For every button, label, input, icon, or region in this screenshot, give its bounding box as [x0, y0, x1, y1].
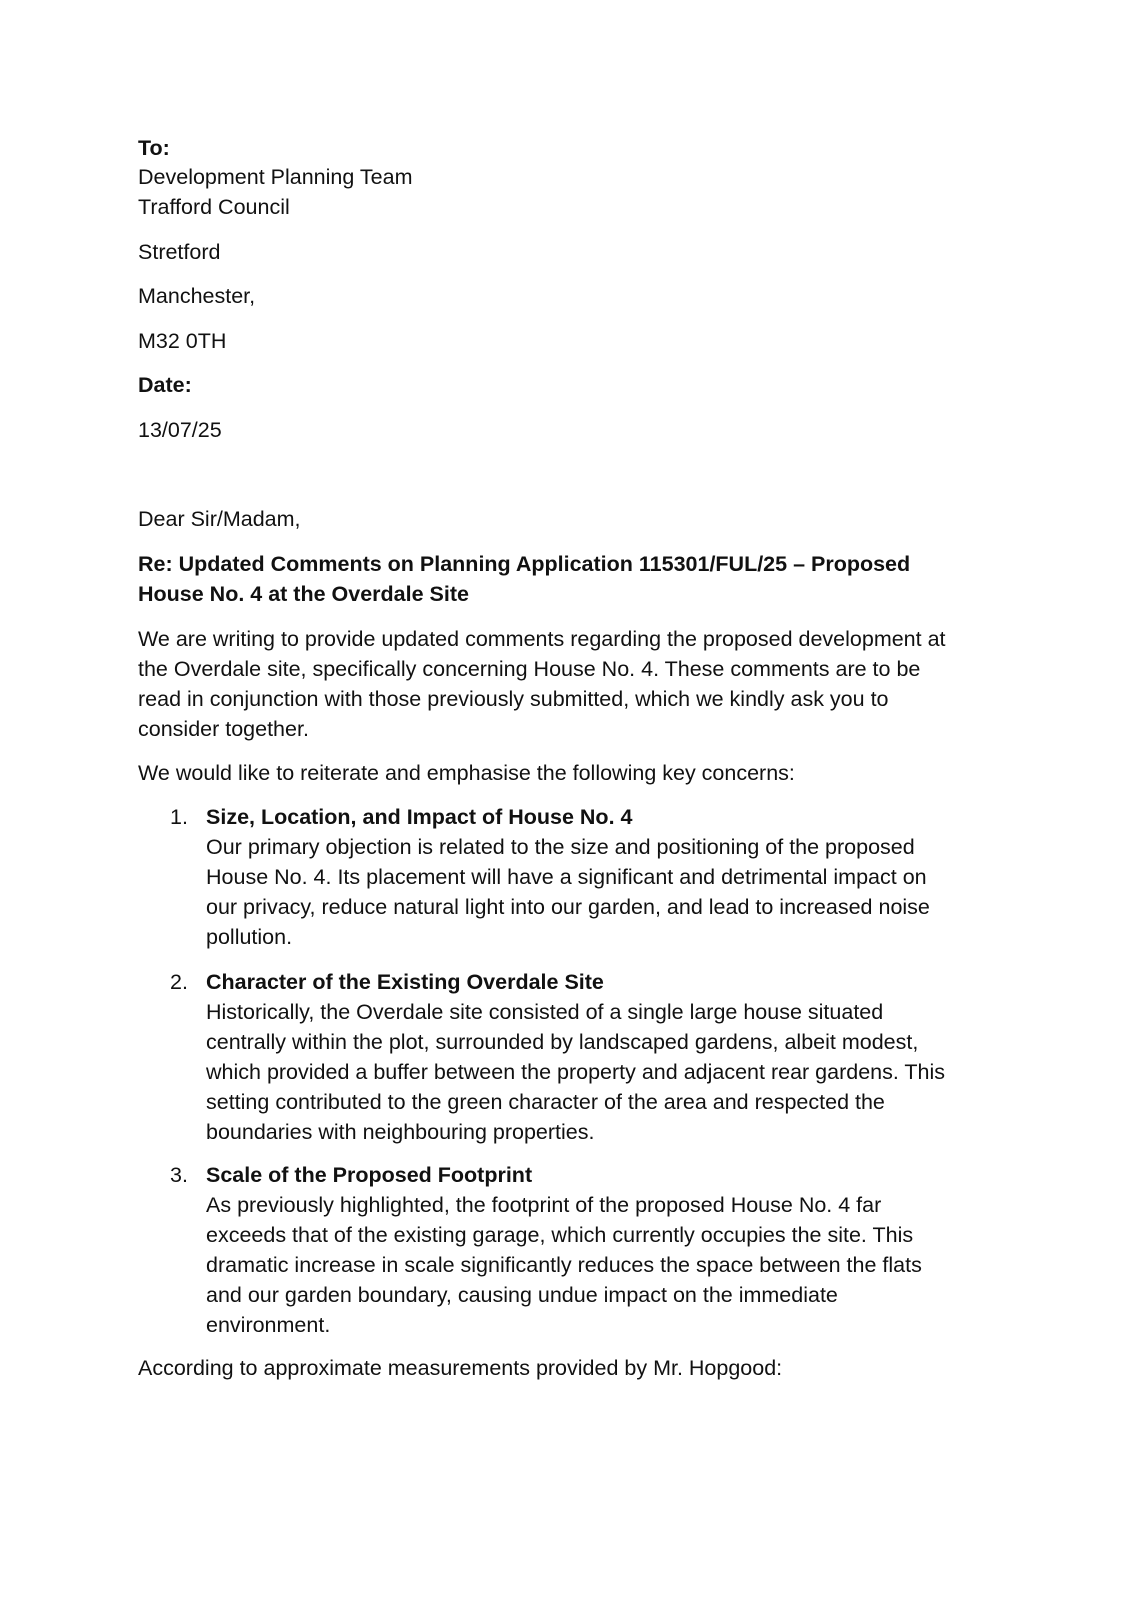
- recipient-line: Manchester,: [138, 284, 256, 308]
- list-number: 3.: [170, 1163, 188, 1187]
- list-item-line: and our garden boundary, causing undue impact on the immediate: [206, 1283, 838, 1307]
- recipient-postcode: M32 0TH: [138, 329, 227, 353]
- list-item-line: our privacy, reduce natural light into our garden, and lead to increased noise: [206, 895, 930, 919]
- lead-in: We would like to reiterate and emphasise the following key concerns:: [138, 761, 795, 785]
- subject-line: Re: Updated Comments on Planning Application 115301/FUL/25 – Proposed: [138, 552, 911, 576]
- list-item: [206, 1160, 1006, 1340]
- recipient-line: Trafford Council: [138, 195, 290, 219]
- list-item-line: which provided a buffer between the property and adjacent rear gardens. This: [206, 1060, 946, 1084]
- closing-line: According to approximate measurements provided by Mr. Hopgood:: [138, 1356, 783, 1380]
- list-number: 2.: [170, 970, 188, 994]
- list-item: [206, 967, 1006, 1147]
- list-item-line: setting contributed to the green character of the area and respected the: [206, 1090, 885, 1114]
- list-item-line: pollution.: [206, 925, 293, 949]
- list-item-line: environment.: [206, 1313, 331, 1337]
- intro-line: consider together.: [138, 717, 309, 741]
- list-item-line: Historically, the Overdale site consisted of a single large house situated: [206, 1000, 884, 1024]
- intro-line: the Overdale site, specifically concerning House No. 4. These comments are to be: [138, 657, 921, 681]
- intro-line: read in conjunction with those previously submitted, which we kindly ask you to: [138, 687, 889, 711]
- list-item-line: As previously highlighted, the footprint of the proposed House No. 4 far: [206, 1193, 882, 1217]
- list-item-line: centrally within the plot, surrounded by landscaped gardens, albeit modest,: [206, 1030, 919, 1054]
- list-item-line: boundaries with neighbouring properties.: [206, 1120, 595, 1144]
- intro-line: We are writing to provide updated comments regarding the proposed development at: [138, 627, 946, 651]
- date-label: Date:: [138, 373, 192, 397]
- list-number: 1.: [170, 805, 188, 829]
- recipient-line: Development Planning Team: [138, 165, 413, 189]
- date-value: 13/07/25: [138, 418, 222, 442]
- intro-paragraph: [138, 624, 1008, 744]
- list-item-title: Character of the Existing Overdale Site: [206, 970, 604, 994]
- list-item-title: Size, Location, and Impact of House No. 4: [206, 805, 633, 829]
- list-item-line: exceeds that of the existing garage, which currently occupies the site. This: [206, 1223, 914, 1247]
- salutation: Dear Sir/Madam,: [138, 507, 301, 531]
- list-item-line: dramatic increase in scale significantly reduces the space between the flats: [206, 1253, 922, 1277]
- list-item-line: House No. 4. Its placement will have a significant and detrimental impact on: [206, 865, 927, 889]
- list-item: [206, 802, 1006, 952]
- list-item-line: Our primary objection is related to the size and positioning of the proposed: [206, 835, 915, 859]
- subject-heading: [138, 549, 1008, 609]
- recipient-line: Stretford: [138, 240, 221, 264]
- to-label: To:: [138, 136, 170, 160]
- list-item-title: Scale of the Proposed Footprint: [206, 1163, 533, 1187]
- subject-line: House No. 4 at the Overdale Site: [138, 582, 469, 606]
